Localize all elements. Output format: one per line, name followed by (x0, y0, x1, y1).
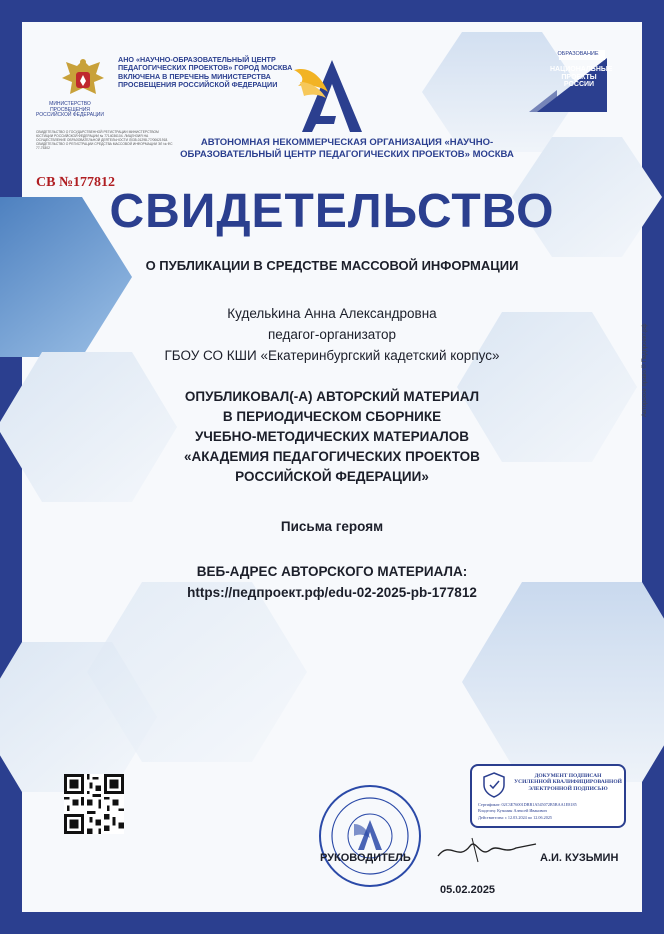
certificate-page (22, 22, 648, 912)
url-label: ВЕБ-АДРЕС АВТОРСКОГО МАТЕРИАЛА: (196, 564, 468, 579)
certificate-number: СВ №177812 (36, 175, 116, 190)
signature-certificate: Сертификат: 02C3E76001DBB1A545072B5BAA1E8185 (478, 802, 577, 807)
signature-owner: Владелец: Кузьмин Алексей Иванович (478, 808, 547, 814)
recipient-institution: ГБОУ СО КШИ «Екатеринбургский кадетский корпус» (164, 347, 500, 363)
signature-title (512, 773, 624, 792)
organization-stamp-icon (318, 784, 422, 888)
publication-statement (22, 387, 642, 487)
director-label: РУКОВОДИТЕЛЬ (320, 852, 411, 864)
ministry-name: МИНИСТЕРСТВО ПРОСВЕЩЕНИЯ РОССИЙСКОЙ ФЕДЕРАЦИИ (36, 101, 104, 118)
certificate-title: СВИДЕТЕЛЬСТВО (109, 185, 555, 238)
np-logo-main-text: НАЦИОНАЛЬНЫЕ ПРОЕКТЫ РОССИИ (550, 66, 613, 89)
organization-name: АВТОНОМНАЯ НЕКОММЕРЧЕСКАЯ ОРГАНИЗАЦИЯ «НАУЧНО-ОБРАЗОВАТЕЛЬНЫЙ ЦЕНТР ПЕДАГОГИЧЕСКИХ ПРОЕКТОВ» МОСКВА (180, 137, 514, 160)
recipient-position: педагог-организатор (267, 326, 397, 342)
publication-line: В ПЕРИОДИЧЕСКОМ СБОРНИКЕ (222, 408, 442, 424)
handwritten-signature-icon (432, 828, 542, 868)
publication-line: «АКАДЕМИЯ ПЕДАГОГИЧЕСКИХ ПРОЕКТОВ (184, 448, 480, 464)
registration-small-print: СВИДЕТЕЛЬСТВО О ГОСУДАРСТВЕННОЙ РЕГИСТРАЦИИ МИНИСТЕРСТВОМ ЮСТИЦИИ РОССИЙСКОЙ ФЕДЕРАЦИИ № 7714036104. ЛИЦЕНЗИЯ НА ОСУЩЕСТВЛЕНИЕ ОБРАЗОВАТЕЛЬНОЙ ДЕЯТЕЛЬНОСТИ Л035-01298-77/00621918. СВИДЕТЕЛЬСТВО О РЕГИСТРАЦИИ СРЕДСТВА МАССОВОЙ ИНФОРМАЦИИ ЭЛ № ФС 77-75302 (36, 130, 173, 151)
signature-validity: Действителен: с 12.03.2024 по 12.06.2025 (478, 814, 553, 820)
academy-logo-icon (290, 52, 374, 136)
signature-title-line: ДОКУМЕНТ ПОДПИСАН (534, 773, 602, 779)
signature-title-line: УСИЛЕННОЙ КВАЛИФИЦИРОВАННОЙ (514, 779, 622, 786)
signature-details (478, 802, 622, 821)
np-logo-top-text: ОБРАЗОВАНИЕ (557, 51, 599, 57)
url-block (22, 562, 642, 604)
publication-line: РОССИЙСКОЙ ФЕДЕРАЦИИ» (235, 468, 429, 484)
electronic-signature-box (470, 764, 626, 828)
recipient-name: Кудельkина Анна Александровна (227, 306, 437, 321)
issue-date: 05.02.2025 (440, 884, 496, 896)
work-title: Письма героям (280, 519, 384, 534)
signature-shield-icon (482, 772, 506, 798)
recipient-block (22, 304, 642, 367)
ano-accreditation-text: АНО «НАУЧНО-ОБРАЗОВАТЕЛЬНЫЙ ЦЕНТР ПЕДАГОГИЧЕСКИХ ПРОЕКТОВ» ГОРОД МОСКВА ВКЛЮЧЕНА В ПЕРЕЧЕНЬ МИНИСТЕРСТВА ПРОСВЕЩЕНИЯ РОССИЙСКОЙ ФЕДЕРАЦИИ (118, 55, 293, 89)
publication-line: ОПУБЛИКОВАЛ(-А) АВТОРСКИЙ МАТЕРИАЛ (184, 389, 480, 404)
signature-title-line: ЭЛЕКТРОННОЙ ПОДПИСЬЮ (528, 785, 608, 792)
qr-code-icon[interactable] (64, 774, 124, 834)
russian-emblem-icon (56, 56, 110, 104)
side-copyright: Авторское право © Педпроект.рф (642, 323, 648, 417)
certificate-subtitle: О ПУБЛИКАЦИИ В СРЕДСТВЕ МАССОВОЙ ИНФОРМАЦИИ (145, 258, 519, 273)
material-url-link[interactable]: https://педпроект.рф/edu-02-2025-pb-177812 (187, 584, 477, 600)
director-name: А.И. КУЗЬМИН (540, 852, 619, 864)
publication-line: УЧЕБНО-МЕТОДИЧЕСКИХ МАТЕРИАЛОВ (195, 428, 469, 444)
